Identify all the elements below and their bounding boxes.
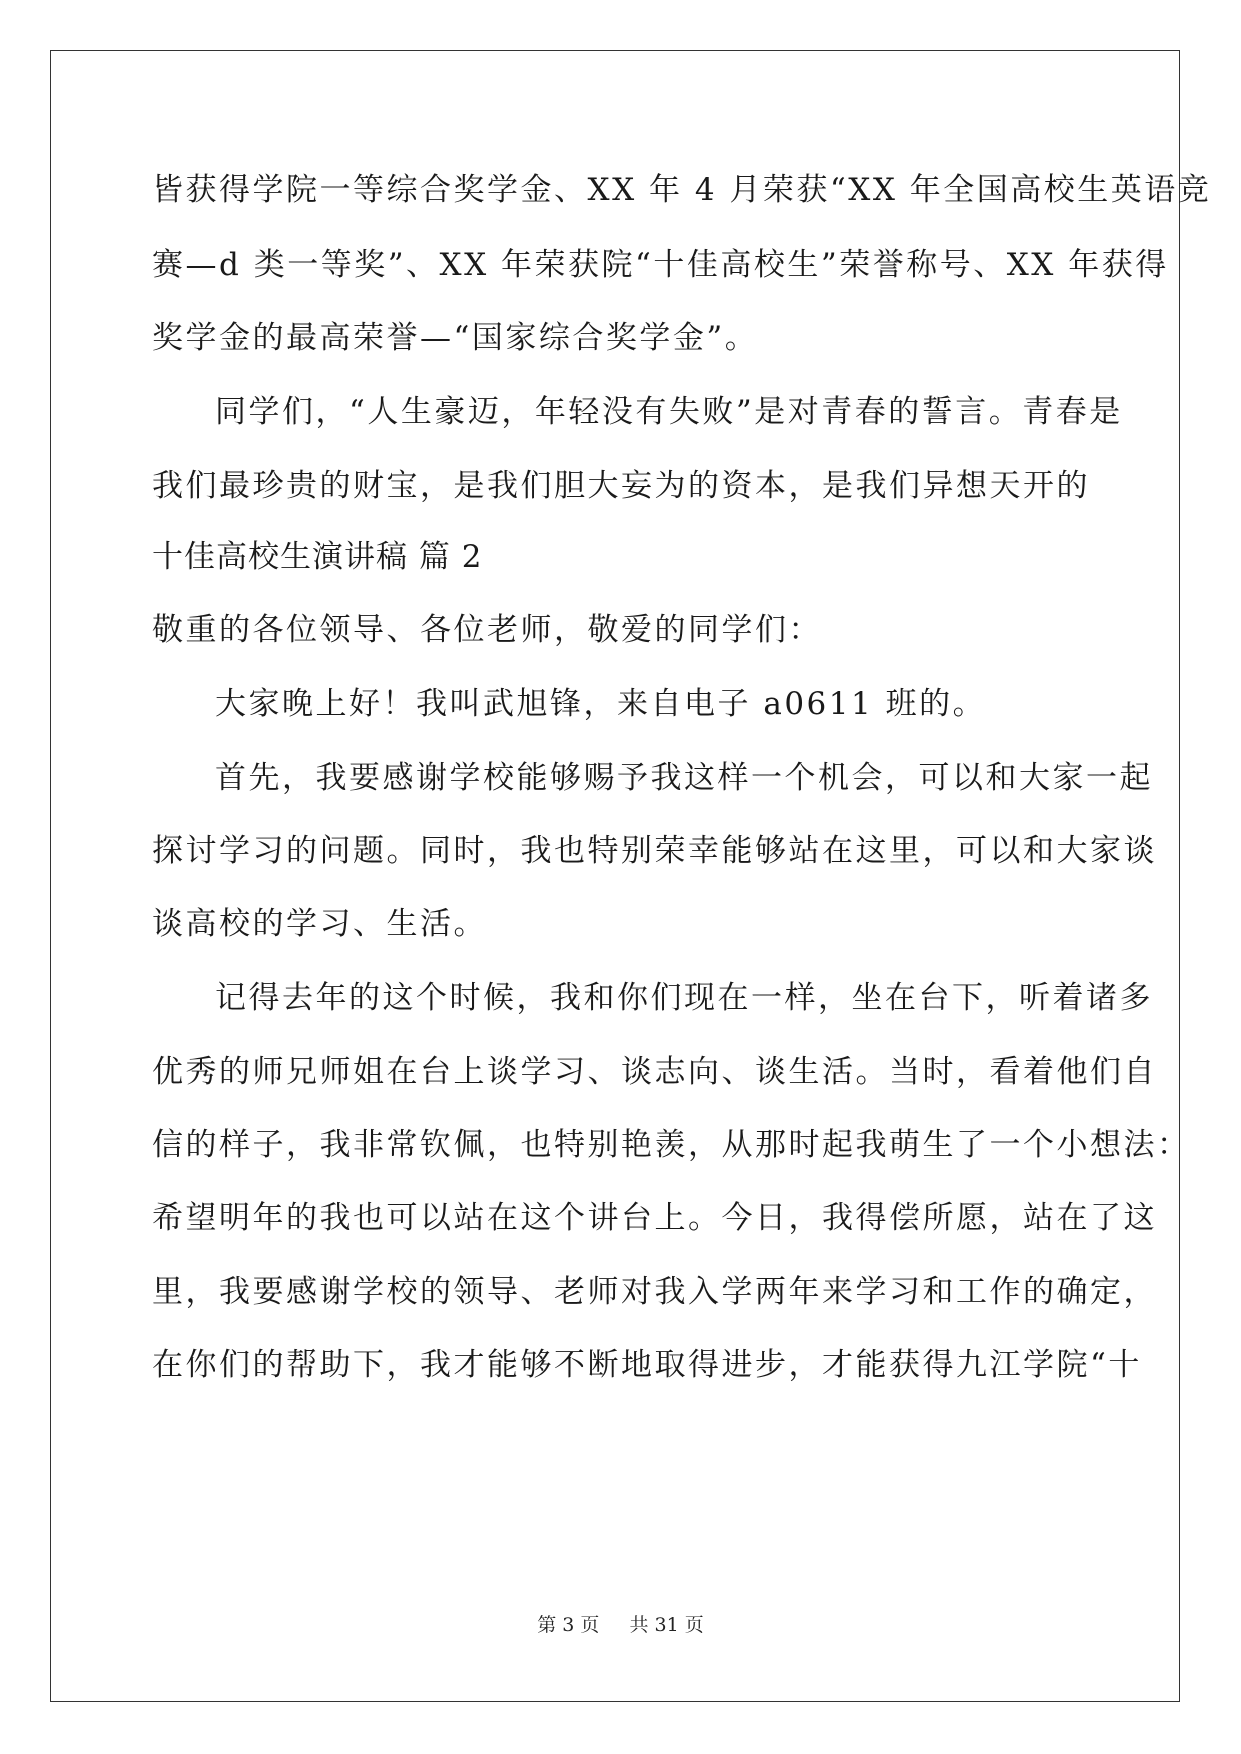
paragraph-line: 首先，我要感谢学校能够赐予我这样一个机会，可以和大家一起 bbox=[215, 760, 1153, 796]
paragraph-line: 同学们，“人生豪迈，年轻没有失败”是对青春的誓言。青春是 bbox=[215, 394, 1123, 430]
page-frame bbox=[50, 50, 1180, 1702]
paragraph-line: 大家晚上好！我叫武旭锋，来自电子 a0611 班的。 bbox=[215, 686, 987, 722]
paragraph-line: 记得去年的这个时候，我和你们现在一样，坐在台下，听着诸多 bbox=[215, 980, 1153, 1016]
paragraph-line: 探讨学习的问题。同时，我也特别荣幸能够站在这里，可以和大家谈 bbox=[152, 833, 1157, 869]
paragraph-line: 优秀的师兄师姐在台上谈学习、谈志向、谈生活。当时，看着他们自 bbox=[152, 1054, 1157, 1090]
paragraph-line: 希望明年的我也可以站在这个讲台上。今日，我得偿所愿，站在了这 bbox=[152, 1200, 1157, 1236]
paragraph-line: 奖学金的最高荣誉—“国家综合奖学金”。 bbox=[152, 320, 759, 356]
paragraph-line: 在你们的帮助下，我才能够不断地取得进步，才能获得九江学院“十 bbox=[152, 1347, 1142, 1383]
section-heading: 十佳高校生演讲稿 篇 2 bbox=[152, 539, 483, 575]
salutation-line: 敬重的各位领导、各位老师，敬爱的同学们： bbox=[152, 612, 822, 648]
paragraph-line: 皆获得学院一等综合奖学金、XX 年 4 月荣获“XX 年全国高校生英语竞 bbox=[152, 172, 1212, 208]
paragraph-line: 谈高校的学习、生活。 bbox=[152, 906, 487, 942]
page-footer bbox=[0, 1613, 1241, 1637]
page-total: 共 31 页 bbox=[629, 1614, 704, 1636]
paragraph-line: 我们最珍贵的财宝，是我们胆大妄为的资本，是我们异想天开的 bbox=[152, 468, 1090, 504]
paragraph-line: 信的样子，我非常钦佩，也特别艳羡，从那时起我萌生了一个小想法： bbox=[152, 1127, 1191, 1163]
paragraph-line: 里，我要感谢学校的领导、老师对我入学两年来学习和工作的确定， bbox=[152, 1274, 1157, 1310]
paragraph-line: 赛—d 类一等奖”、XX 年荣获院“十佳高校生”荣誉称号、XX 年获得 bbox=[152, 247, 1169, 283]
page-number: 第 3 页 bbox=[537, 1614, 600, 1636]
